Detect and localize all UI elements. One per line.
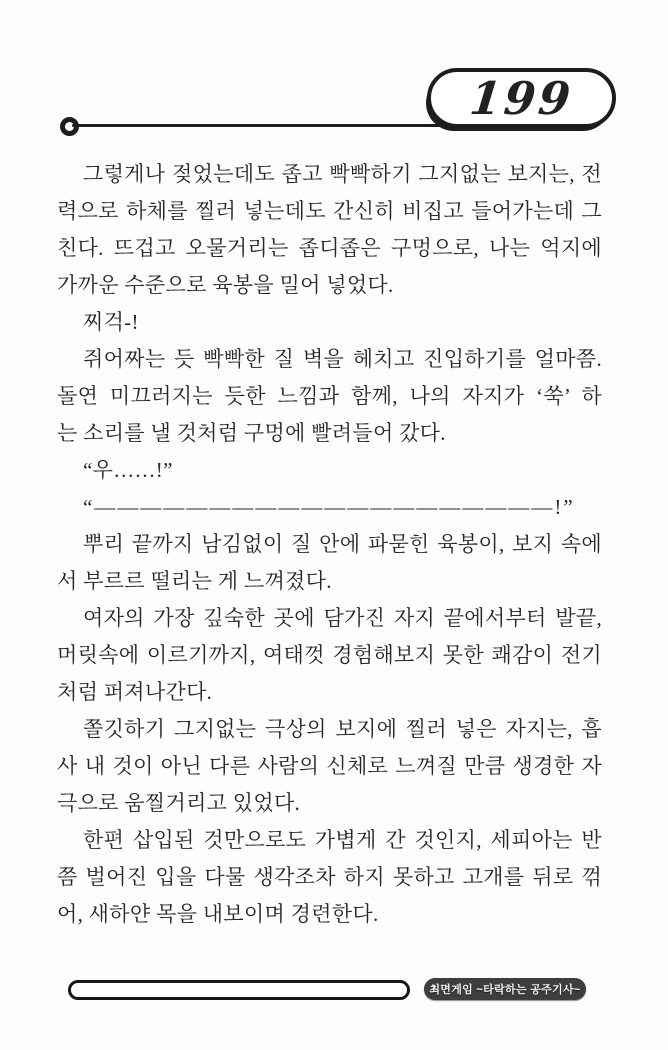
text-line: 극으로 움찔거리고 있었다. <box>57 791 301 815</box>
text-line: 쯤 벌어진 입을 다물 생각조차 하지 못하고 고개를 뒤로 꺾 <box>57 865 602 889</box>
text-line: 머릿속에 이르기까지, 여태껏 경험해보지 못한 쾌감이 전기 <box>57 643 602 667</box>
page-number-badge <box>427 68 616 128</box>
text-line: 어, 새하얀 목을 내보이며 경련한다. <box>57 902 379 926</box>
text-line: 돌연 미끄러지는 듯한 느낌과 함께, 나의 자지가 ‘쑥’ 하 <box>57 384 602 408</box>
text-line: “우……!” <box>83 458 173 482</box>
text-line: 여자의 가장 깊숙한 곳에 담가진 자지 끝에서부터 발끝, <box>83 606 602 630</box>
body-text <box>57 156 602 933</box>
text-line: 처럼 퍼져나간다. <box>57 680 213 704</box>
footer-rule-capsule <box>68 980 410 1000</box>
series-title: 최면게임 ~타락하는 공주기사~ <box>429 984 581 996</box>
text-line: 친다. 뜨겁고 오물거리는 좁디좁은 구멍으로, 나는 억지에 <box>57 236 602 260</box>
text-line: 쫄깃하기 그지없는 극상의 보지에 찔러 넣은 자지는, 흡 <box>83 717 602 741</box>
page-number: 199 <box>467 71 576 125</box>
text-line: 그렇게나 젖었는데도 좁고 빡빡하기 그지없는 보지는, 전 <box>83 162 602 186</box>
text-line: 력으로 하체를 찔러 넣는데도 간신히 비집고 들어가는데 그 <box>57 199 602 223</box>
text-line: 뿌리 끝까지 남김없이 질 안에 파묻힌 육봉이, 보지 속에 <box>83 532 602 556</box>
text-line: 한편 삽입된 것만으로도 가볍게 간 것인지, 세피아는 반 <box>83 828 602 852</box>
text-line: 는 소리를 낼 것처럼 구멍에 빨려들어 갔다. <box>57 421 446 445</box>
text-line: “————————————————————!” <box>83 495 575 519</box>
text-line: 찌걱-! <box>83 310 139 334</box>
text-line: 가까운 수준으로 육봉을 밀어 넣었다. <box>57 273 394 297</box>
text-line: 쥐어짜는 듯 빡빡한 질 벽을 헤치고 진입하기를 얼마쯤. <box>83 347 602 371</box>
header-rule <box>72 124 444 127</box>
text-line: 사 내 것이 아닌 다른 사람의 신체로 느껴질 만큼 생경한 자 <box>57 754 602 778</box>
text-line: 서 부르르 떨리는 게 느껴졌다. <box>57 569 332 593</box>
footer-series-badge <box>424 978 586 1000</box>
